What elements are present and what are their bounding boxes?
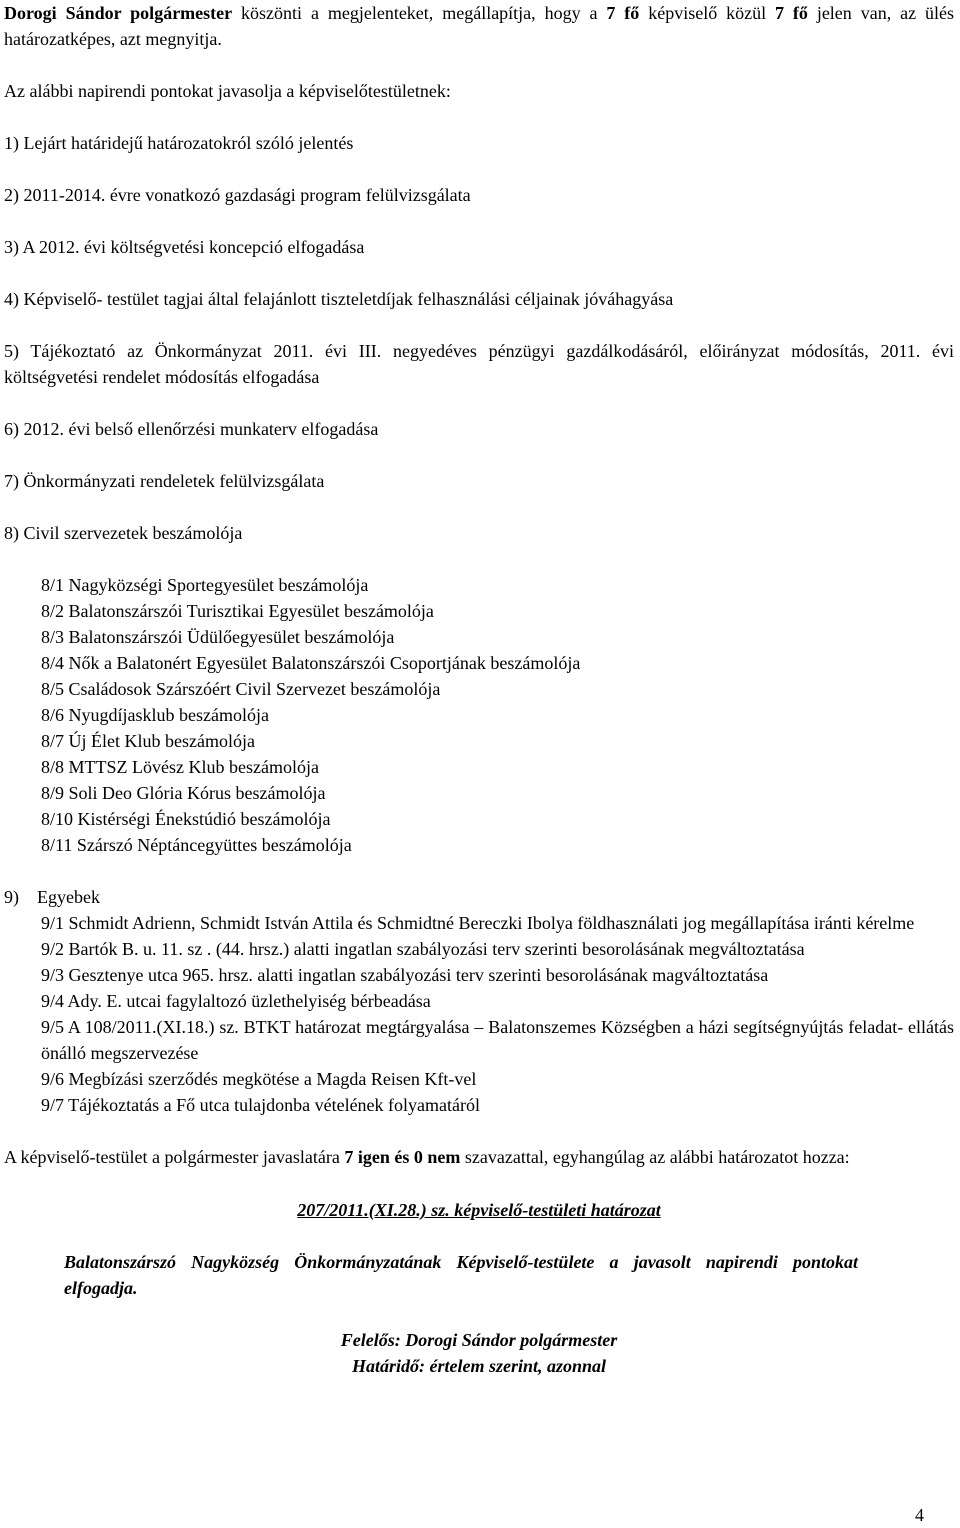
agenda-item: 2) 2011-2014. évre vonatkozó gazdasági program felülvizsgálata (4, 185, 471, 205)
resolution-number: 207/2011.(XI.28.) sz. képviselő-testületi határozat (297, 1200, 661, 1220)
vote-paragraph: A képviselő-testület a polgármester javaslatára 7 igen és 0 nem szavazattal, egyhangúlag az alábbi határozatot hozza: (4, 1147, 850, 1167)
list-item: 8/6 Nyugdíjasklub beszámolója (41, 705, 269, 725)
list-item: 9/6 Megbízási szerződés megkötése a Magda Reisen Kft-vel (41, 1069, 477, 1089)
agenda-item: 6) 2012. évi belső ellenőrzési munkaterv elfogadása (4, 419, 379, 439)
agenda-item: 1) Lejárt határidejű határozatokról szóló jelentés (4, 133, 354, 153)
civil-reports-list (41, 572, 954, 858)
list-item: 8/4 Nők a Balatonért Egyesület Balatonszárszói Csoportjának beszámolója (41, 653, 581, 673)
agenda-item: 7) Önkormányzati rendeletek felülvizsgálata (4, 471, 325, 491)
list-item: 9/2 Bartók B. u. 11. sz . (44. hrsz.) alatti ingatlan szabályozási terv szerinti besorolásának megváltoztatása (41, 939, 805, 959)
agenda-item-other: 9) Egyebek (4, 887, 100, 907)
list-item: 8/9 Soli Deo Glória Kórus beszámolója (41, 783, 326, 803)
other-items-list (41, 910, 954, 1118)
agenda-item: 4) Képviselő- testület tagjai által felajánlott tiszteletdíjak felhasználási céljainak jóváhagyása (4, 289, 674, 309)
list-item: 8/1 Nagyközségi Sportegyesület beszámolója (41, 575, 369, 595)
agenda-intro: Az alábbi napirendi pontokat javasolja a képviselőtestületnek: (4, 81, 451, 101)
list-item: 8/2 Balatonszárszói Turisztikai Egyesület beszámolója (41, 601, 434, 621)
resolution-title: Balatonszárszó Nagyközség Önkormányzatának Képviselő-testülete a javasolt napirendi pontokat elfogadja. (64, 1252, 858, 1298)
agenda-item: 8) Civil szervezetek beszámolója (4, 523, 243, 543)
intro-paragraph: Dorogi Sándor polgármester köszönti a megjelenteket, megállapítja, hogy a 7 fő képviselő közül 7 fő jelen van, az ülés határozatképes, azt megnyitja. (4, 3, 954, 49)
list-item: 9/5 A 108/2011.(XI.18.) sz. BTKT határozat megtárgyalása – Balatonszemes Községben a házi segítségnyújtás feladat- ellátás önálló megszervezése (41, 1017, 954, 1063)
resolution-responsible: Felelős: Dorogi Sándor polgármester (340, 1330, 618, 1350)
resolution-deadline: Határidő: értelem szerint, azonnal (351, 1356, 607, 1376)
mayor-name: Dorogi Sándor polgármester (4, 3, 233, 23)
list-item: 9/4 Ady. E. utcai fagylaltozó üzlethelyiség bérbeadása (41, 991, 431, 1011)
list-item: 8/3 Balatonszárszói Üdülőegyesület beszámolója (41, 627, 395, 647)
list-item: 9/1 Schmidt Adrienn, Schmidt István Attila és Schmidtné Bereczki Ibolya földhasználati jog megállapítása iránti kérelme (41, 913, 915, 933)
list-item: 8/7 Új Élet Klub beszámolója (41, 731, 255, 751)
agenda-item: 3) A 2012. évi költségvetési koncepció elfogadása (4, 237, 365, 257)
document-page (4, 0, 954, 1379)
list-item: 9/3 Gesztenye utca 965. hrsz. alatti ingatlan szabályozási terv szerinti besorolásának magváltoztatása (41, 965, 769, 985)
page-number: 4 (915, 1505, 924, 1525)
list-item: 8/8 MTTSZ Lövész Klub beszámolója (41, 757, 319, 777)
list-item: 8/5 Családosok Szárszóért Civil Szervezet beszámolója (41, 679, 441, 699)
agenda-item: 5) Tájékoztató az Önkormányzat 2011. évi III. negyedéves pénzügyi gazdálkodásáról, előirányzat módosítás, 2011. évi költségvetési rendelet módosítás elfogadása (4, 341, 954, 387)
list-item: 8/10 Kistérségi Énekstúdió beszámolója (41, 809, 331, 829)
list-item: 8/11 Szárszó Néptáncegyüttes beszámolója (41, 835, 352, 855)
list-item: 9/7 Tájékoztatás a Fő utca tulajdonba vételének folyamatáról (41, 1095, 481, 1115)
